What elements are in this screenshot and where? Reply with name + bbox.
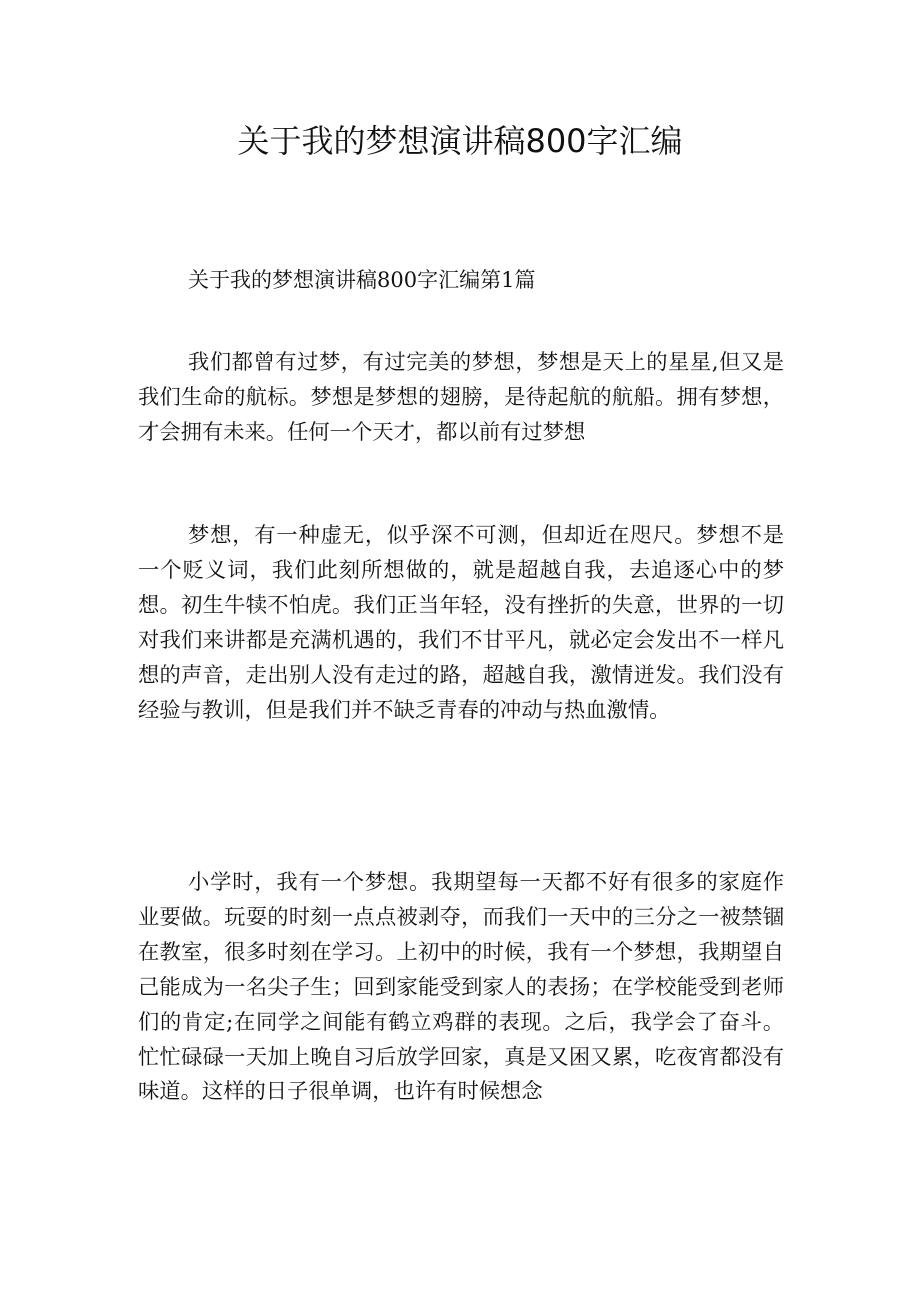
document-title: 关于我的梦想演讲稿800字汇编 [237,122,683,160]
paragraph-2: 梦想，有一种虚无，似乎深不可测，但却近在咫尺。梦想不是一个贬义词，我们此刻所想做的，就是超越自我，去追逐心中的梦想。初生牛犊不怕虎。我们正当年轻，没有挫折的失意，世界的一切对我们来讲都是充满机遇的，我们不甘平凡，就必定会发出不一样凡想的声音，走出别人没有走过的路，超越自我，激情迸发。我们没有经验与教训，但是我们并不缺乏青春的冲动与热血激情。 [138,523,784,723]
paragraph-1: 我们都曾有过梦，有过完美的梦想，梦想是天上的星星,但又是我们生命的航标。梦想是梦想的翅膀，是待起航的航船。拥有梦想，才会拥有未来。任何一个天才，都以前有过梦想 [138,350,784,445]
section-heading: 关于我的梦想演讲稿800字汇编第1篇 [188,268,536,292]
paragraph-3: 小学时，我有一个梦想。我期望每一天都不好有很多的家庭作业要做。玩耍的时刻一点点被剥夺，而我们一天中的三分之一被禁锢在教室，很多时刻在学习。上初中的时候，我有一个梦想，我期望自己能成为一名尖子生；回到家能受到家人的表扬；在学校能受到老师们的肯定;在同学之间能有鹤立鸡群的表现。之后，我学会了奋斗。忙忙碌碌一天加上晚自习后放学回家，真是又困又累，吃夜宵都没有味道。这样的日子很单调，也许有时候想念 [138,870,784,1105]
